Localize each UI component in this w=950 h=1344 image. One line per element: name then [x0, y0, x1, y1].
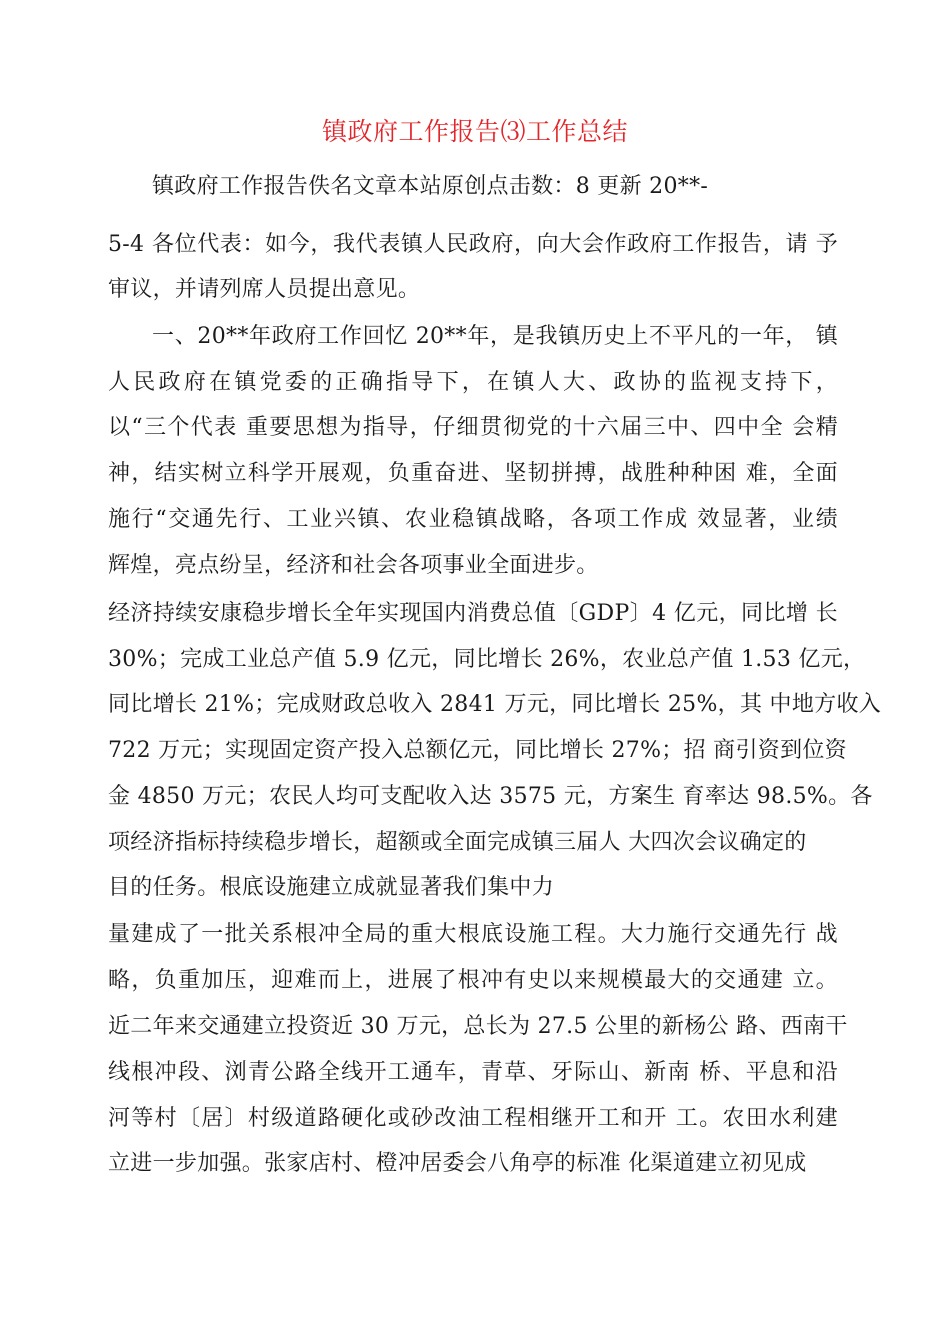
paragraph-line: 5-4 各位代表：如今，我代表镇人民政府，向大会作政府工作报告，请 予	[108, 232, 838, 257]
paragraph-line: 30%；完成工业总产值 5.9 亿元，同比增长 26%，农业总产值 1.53 亿元，	[108, 647, 866, 672]
paragraph-line: 线根冲段、浏青公路全线开工通车，青草、牙际山、新南 桥、平息和沿	[108, 1060, 838, 1085]
paragraph-line: 镇政府工作报告佚名文章本站原创点击数：8 更新 20**-	[152, 174, 709, 199]
paragraph-line: 河等村〔居〕村级道路硬化或砂改油工程相继开工和开 工。农田水利建	[108, 1106, 838, 1131]
paragraph-line: 经济持续安康稳步增长全年实现国内消费总值〔GDP〕4 亿元，同比增 长	[108, 601, 838, 626]
paragraph-line: 辉煌，亮点纷呈，经济和社会各项事业全面进步。	[108, 553, 599, 578]
paragraph-line: 审议，并请列席人员提出意见。	[108, 277, 421, 302]
paragraph-line: 人民政府在镇党委的正确指导下，在镇人大、政协的监视支持下，	[108, 370, 838, 395]
paragraph-line: 722 万元；实现固定资产投入总额亿元，同比增长 27%；招 商引资到位资	[108, 738, 847, 763]
paragraph-line: 立进一步加强。张家店村、橙冲居委会八角亭的标准 化渠道建立初见成	[108, 1151, 807, 1176]
document-title: 镇政府工作报告⑶工作总结	[321, 117, 628, 146]
paragraph-line: 近二年来交通建立投资近 30 万元，总长为 27.5 公里的新杨公 路、西南干	[108, 1014, 848, 1039]
paragraph-line: 同比增长 21%；完成财政总收入 2841 万元，同比增长 25%，其 中地方收入	[108, 692, 882, 717]
paragraph-line: 项经济指标持续稳步增长，超额或全面完成镇三届人 大四次会议确定的	[108, 830, 807, 855]
paragraph-line: 施行“交通先行、工业兴镇、农业稳镇战略，各项工作成 效显著，业绩	[108, 507, 838, 532]
paragraph-line: 目的任务。根底设施建立成就显著我们集中力	[108, 875, 555, 900]
paragraph-line: 神，结实树立科学开展观，负重奋进、坚韧拼搏，战胜种种困 难，全面	[108, 461, 838, 486]
paragraph-line: 一、20**年政府工作回忆 20**年，是我镇历史上不平凡的一年， 镇	[152, 324, 838, 349]
paragraph-line: 量建成了一批关系根冲全局的重大根底设施工程。大力施行交通先行 战	[108, 922, 838, 947]
paragraph-line: 以“三个代表 重要思想为指导，仔细贯彻党的十六届三中、四中全 会精	[108, 415, 838, 440]
paragraph-line: 略，负重加压，迎难而上，进展了根冲有史以来规模最大的交通建 立。	[108, 968, 838, 993]
paragraph-line: 金 4850 万元；农民人均可支配收入达 3575 元，方案生 育率达 98.5%。各	[108, 784, 873, 809]
